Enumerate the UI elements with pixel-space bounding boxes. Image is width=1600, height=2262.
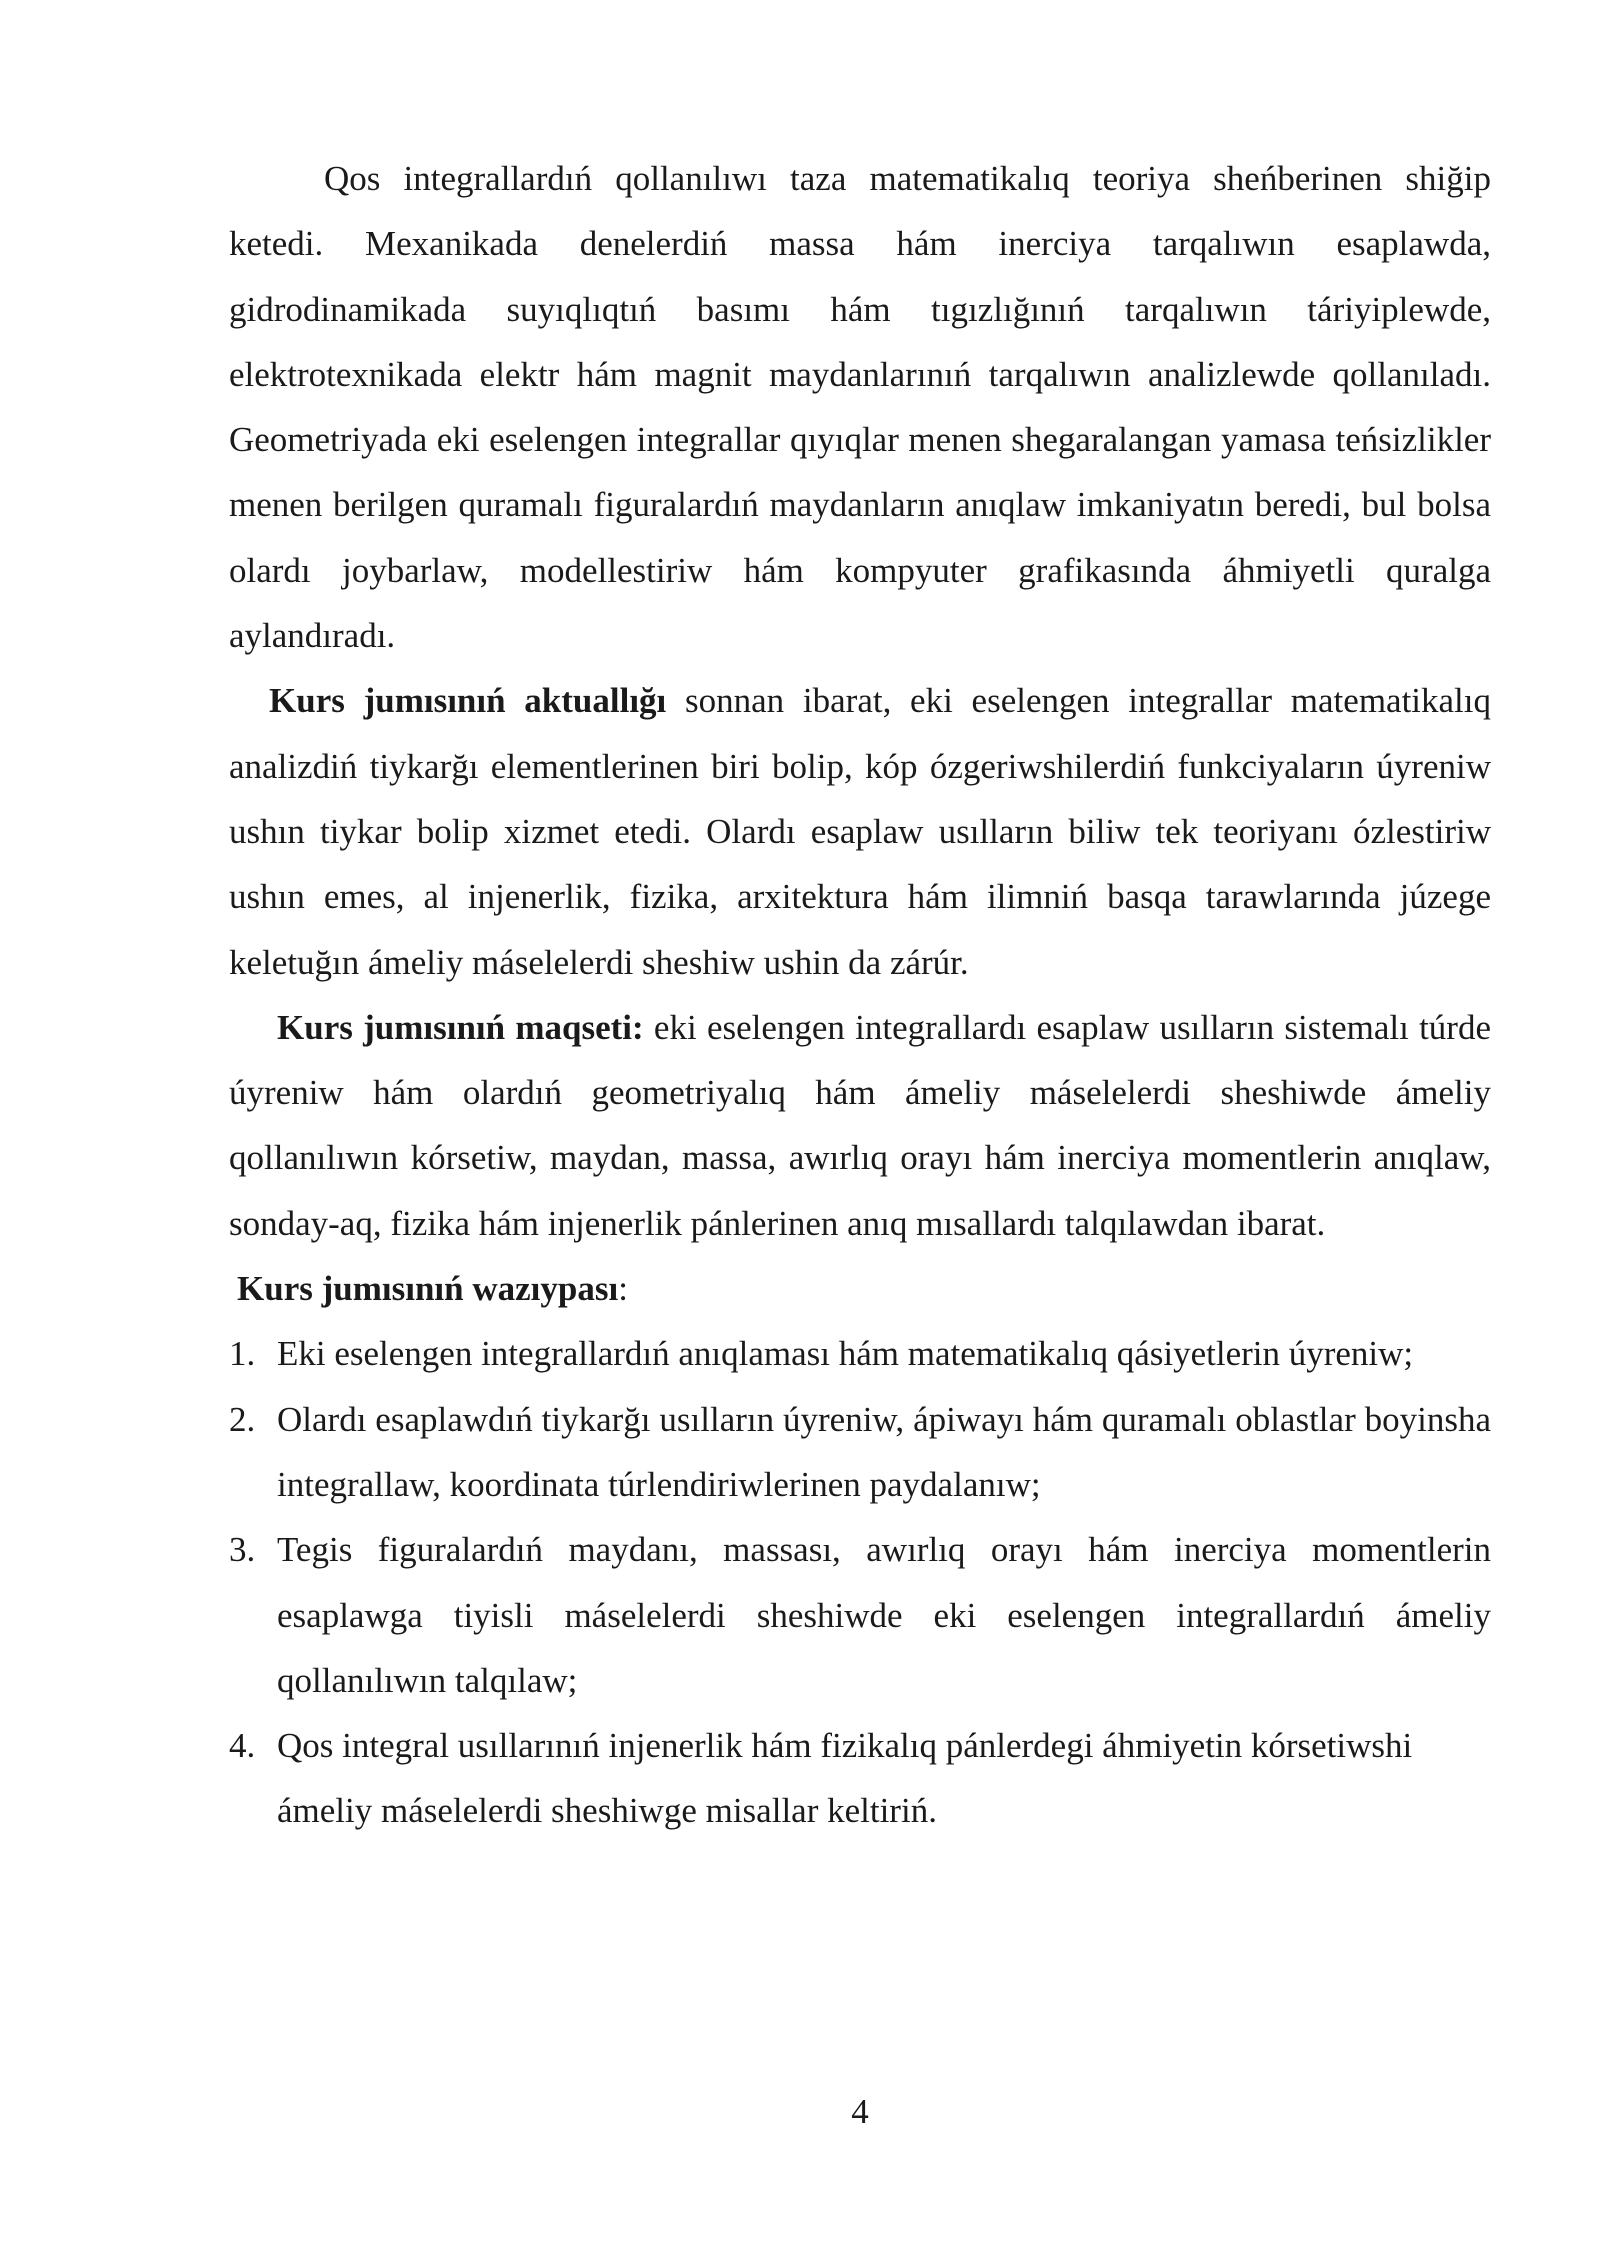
list-item bbox=[229, 1517, 1491, 1713]
intro-paragraph: Qos integrallardıń qollanılıwı taza matematikalıq teoriya sheńberinen shiğip ketedi. Mexanikada denelerdiń massa hám inerciya tarqalıwın esaplawda, gidrodinamikada suyıqlıqtıń basımı hám tıgızlığınıń tarqalıwın táriyiplewde, elektrotexnikada elektr hám magnit maydanlarınıń tarqalıwın analizlewde qollanıladı. Geometriyada eki eselengen integrallar qıyıqlar menen shegaralangan yamasa teńsizlikler menen berilgen quramalı figuralardıń maydanların anıqlaw imkaniyatın beredi, bul bolsa olardı joybarlaw, modellestiriw hám kompyuter grafikasında áhmiyetli quralga aylandıradı. bbox=[229, 159, 1491, 656]
list-item bbox=[229, 1321, 1491, 1386]
actuality-heading: Kurs jumısınıń aktuallığı bbox=[269, 681, 667, 721]
actuality-text: sonnan ibarat, eki eselengen integrallar matematikalıq analizdiń tiykarğı elementlerinen biri bolip, kóp ózgeriwshilerdiń funkciyaların úyreniw ushın tiykar bolip xizmet etedi. Olardı esaplaw usılların biliw tek teoriyanı ózlestiriw ushın emes, al injenerlik, fizika, arxitektura hám ilimniń basqa tarawlarında júzege keletuğın ámeliy máselelerdi sheshiw ushin da zárúr. bbox=[229, 681, 1492, 982]
list-item-text: Eki eselengen integrallardıń anıqlaması hám matematikalıq qásiyetlerin úyreniw; bbox=[277, 1334, 1414, 1374]
goal-text: eki eselengen integrallardı esaplaw usılların sistemalı túrde úyreniw hám olardıń geometriyalıq hám ámeliy máselelerdi sheshiwde ámeliy qollanılıwın kórsetiw, maydan, massa, awırlıq orayı hám inerciya momentlerin anıqlaw, sonday-aq, fizika hám injenerlik pánlerinen anıq mısallardı talqılawdan ibarat. bbox=[229, 1007, 1492, 1243]
list-item-number: 4. bbox=[229, 1726, 256, 1766]
list-item-number: 2. bbox=[229, 1399, 256, 1439]
list-item-text-line-1: Qos integral usıllarınıń injenerlik hám fizikalıq pánlerdegi áhmiyetin kórsetiwshi bbox=[277, 1726, 1413, 1766]
tasks-heading-colon: : bbox=[618, 1269, 628, 1309]
goal-paragraph bbox=[229, 995, 1491, 1256]
actuality-paragraph bbox=[229, 668, 1491, 994]
list-item bbox=[229, 1387, 1491, 1518]
document-body bbox=[229, 146, 1491, 1844]
list-item bbox=[229, 1713, 1491, 1844]
list-item-text: Olardı esaplawdıń tiykarğı usılların úyreniw, ápiwayı hám quramalı oblastlar boyinsha integrallaw, koordinata túrlendiriwlerinen paydalanıw; bbox=[277, 1399, 1491, 1504]
list-item-text: Tegis figuralardıń maydanı, massası, awırlıq orayı hám inerciya momentlerin esaplawga tiyisli máselelerdi sheshiwde eki eselengen integrallardıń ámeliy qollanılıwın talqılaw; bbox=[277, 1530, 1491, 1700]
page-number: 4 bbox=[851, 2092, 869, 2131]
goal-heading: Kurs jumısınıń maqseti: bbox=[277, 1007, 644, 1047]
list-item-number: 3. bbox=[229, 1530, 256, 1570]
list-item-number: 1. bbox=[229, 1334, 256, 1374]
list-item-text-line-2: ámeliy máselelerdi sheshiwge misallar keltiriń. bbox=[277, 1791, 937, 1831]
tasks-list bbox=[229, 1321, 1491, 1843]
tasks-heading-line bbox=[229, 1256, 1491, 1321]
tasks-heading: Kurs jumısınıń wazıypası bbox=[237, 1269, 619, 1309]
